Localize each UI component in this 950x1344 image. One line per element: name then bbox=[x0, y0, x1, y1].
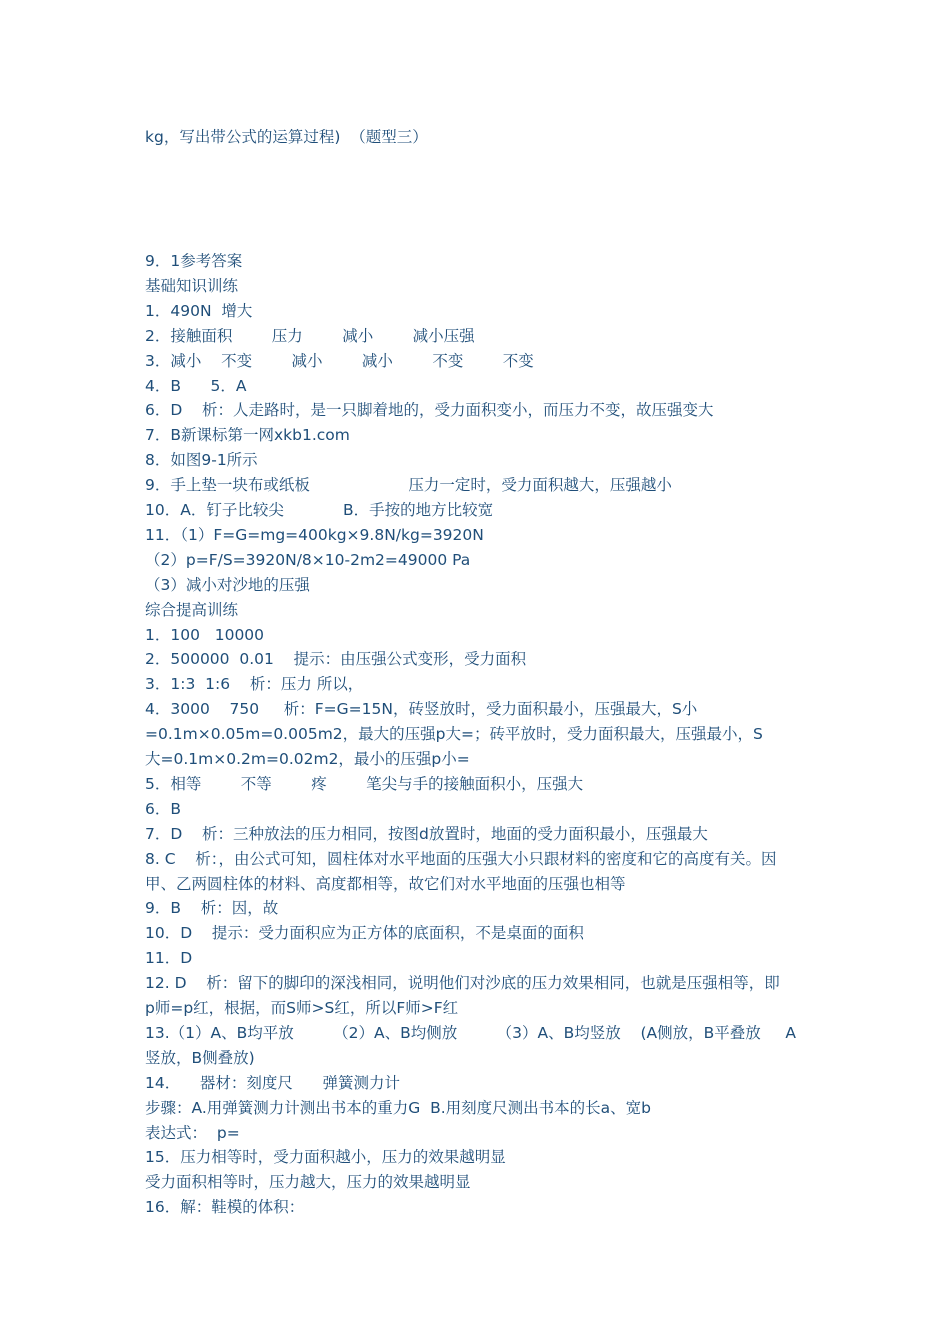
text-line: 10．A．钉子比较尖 B．手按的地方比较宽 bbox=[145, 501, 494, 519]
text-line: 2．接触面积 压力 减小 减小压强 bbox=[145, 326, 475, 345]
text-line: 8．如图9-1所示 bbox=[145, 451, 258, 470]
text-line: 4．3000 750 析：F=G=15N，砖竖放时，受力面积最小，压强最大，S小 bbox=[145, 700, 698, 719]
text-line: 综合提高训练 bbox=[145, 600, 239, 619]
text-line: =0.1m×0.05m=0.005m2，最大的压强p大=；砖平放时，受力面积最大，压强最小，S bbox=[145, 725, 763, 744]
text-line: 6．D 析：人走路时，是一只脚着地的，受力面积变小，而压力不变，故压强变大 bbox=[145, 401, 714, 420]
text-line: 6．B bbox=[145, 799, 181, 818]
text-line: 8. C 析：，由公式可知，圆柱体对水平地面的压强大小只跟材料的密度和它的高度有关。因 bbox=[145, 849, 777, 868]
text-line: 甲、乙两圆柱体的材料、高度都相等，故它们对水平地面的压强也相等 bbox=[145, 874, 626, 893]
text-line: 基础知识训练 bbox=[145, 276, 239, 295]
text-line: 4．B 5．A bbox=[145, 376, 247, 395]
text-line: 9．手上垫一块布或纸板 压力一定时，受力面积越大，压强越小 bbox=[145, 476, 672, 495]
text-line: 7．D 析：三种放法的压力相同，按图d放置时，地面的受力面积最小，压强最大 bbox=[145, 824, 708, 843]
text-line: 1．100 10000 bbox=[145, 625, 265, 644]
text-line: 3．减小 不变 减小 减小 不变 不变 bbox=[145, 351, 534, 370]
text-line-intro: kg，写出带公式的运算过程) （题型三） bbox=[145, 128, 428, 146]
text-line: 9．B 析：因，故 bbox=[145, 899, 279, 918]
text-line: 3．1:3 1:6 析：压力 所以， bbox=[145, 675, 364, 694]
text-line: 14． 器材：刻度尺 弹簧测力计 bbox=[145, 1073, 400, 1092]
text-line: 10．D 提示：受力面积应为正方体的底面积，不是桌面的面积 bbox=[145, 924, 584, 943]
text-line: p师=p红，根据，而S师>S红，所以F师>F红 bbox=[145, 999, 459, 1017]
text-line: 大=0.1m×0.2m=0.02m2，最小的压强p小= bbox=[145, 750, 470, 768]
text-line: 步骤：A.用弹簧测力计测出书本的重力G B.用刻度尺测出书本的长a、宽b bbox=[145, 1098, 652, 1117]
text-line: 9．1参考答案 bbox=[145, 252, 243, 270]
text-line: 竖放，B侧叠放) bbox=[145, 1048, 255, 1067]
text-line: （2）p=F/S=3920N/8×10-2m2=49000 Pa bbox=[145, 550, 471, 569]
text-line: 受力面积相等时，压力越大，压力的效果越明显 bbox=[145, 1173, 471, 1192]
text-line: 表达式： p= bbox=[145, 1123, 240, 1142]
text-line: 7．B新课标第一网xkb1.com bbox=[145, 426, 350, 445]
text-line: 16．解：鞋模的体积： bbox=[145, 1198, 305, 1217]
text-line: 11．D bbox=[145, 949, 193, 968]
text-line: 2．500000 0.01 提示：由压强公式变形，受力面积 bbox=[145, 650, 527, 669]
text-line: （3）减小对沙地的压强 bbox=[145, 575, 310, 594]
text-line: 15．压力相等时，受力面积越小，压力的效果越明显 bbox=[145, 1148, 506, 1167]
text-line: 12. D 析：留下的脚印的深浅相同，说明他们对沙底的压力效果相同，也就是压强相等，即 bbox=[145, 974, 780, 993]
text-line: 5．相等 不等 疼 笔尖与手的接触面积小，压强大 bbox=[145, 774, 584, 793]
text-line: 1．490N 增大 bbox=[145, 301, 253, 320]
text-line: 11．（1）F=G=mg=400kg×9.8N/kg=3920N bbox=[145, 525, 484, 544]
text-line: 13.（1）A、B均平放 （2）A、B均侧放 （3）A、B均竖放 (A侧放，B平叠放 A bbox=[145, 1023, 797, 1042]
